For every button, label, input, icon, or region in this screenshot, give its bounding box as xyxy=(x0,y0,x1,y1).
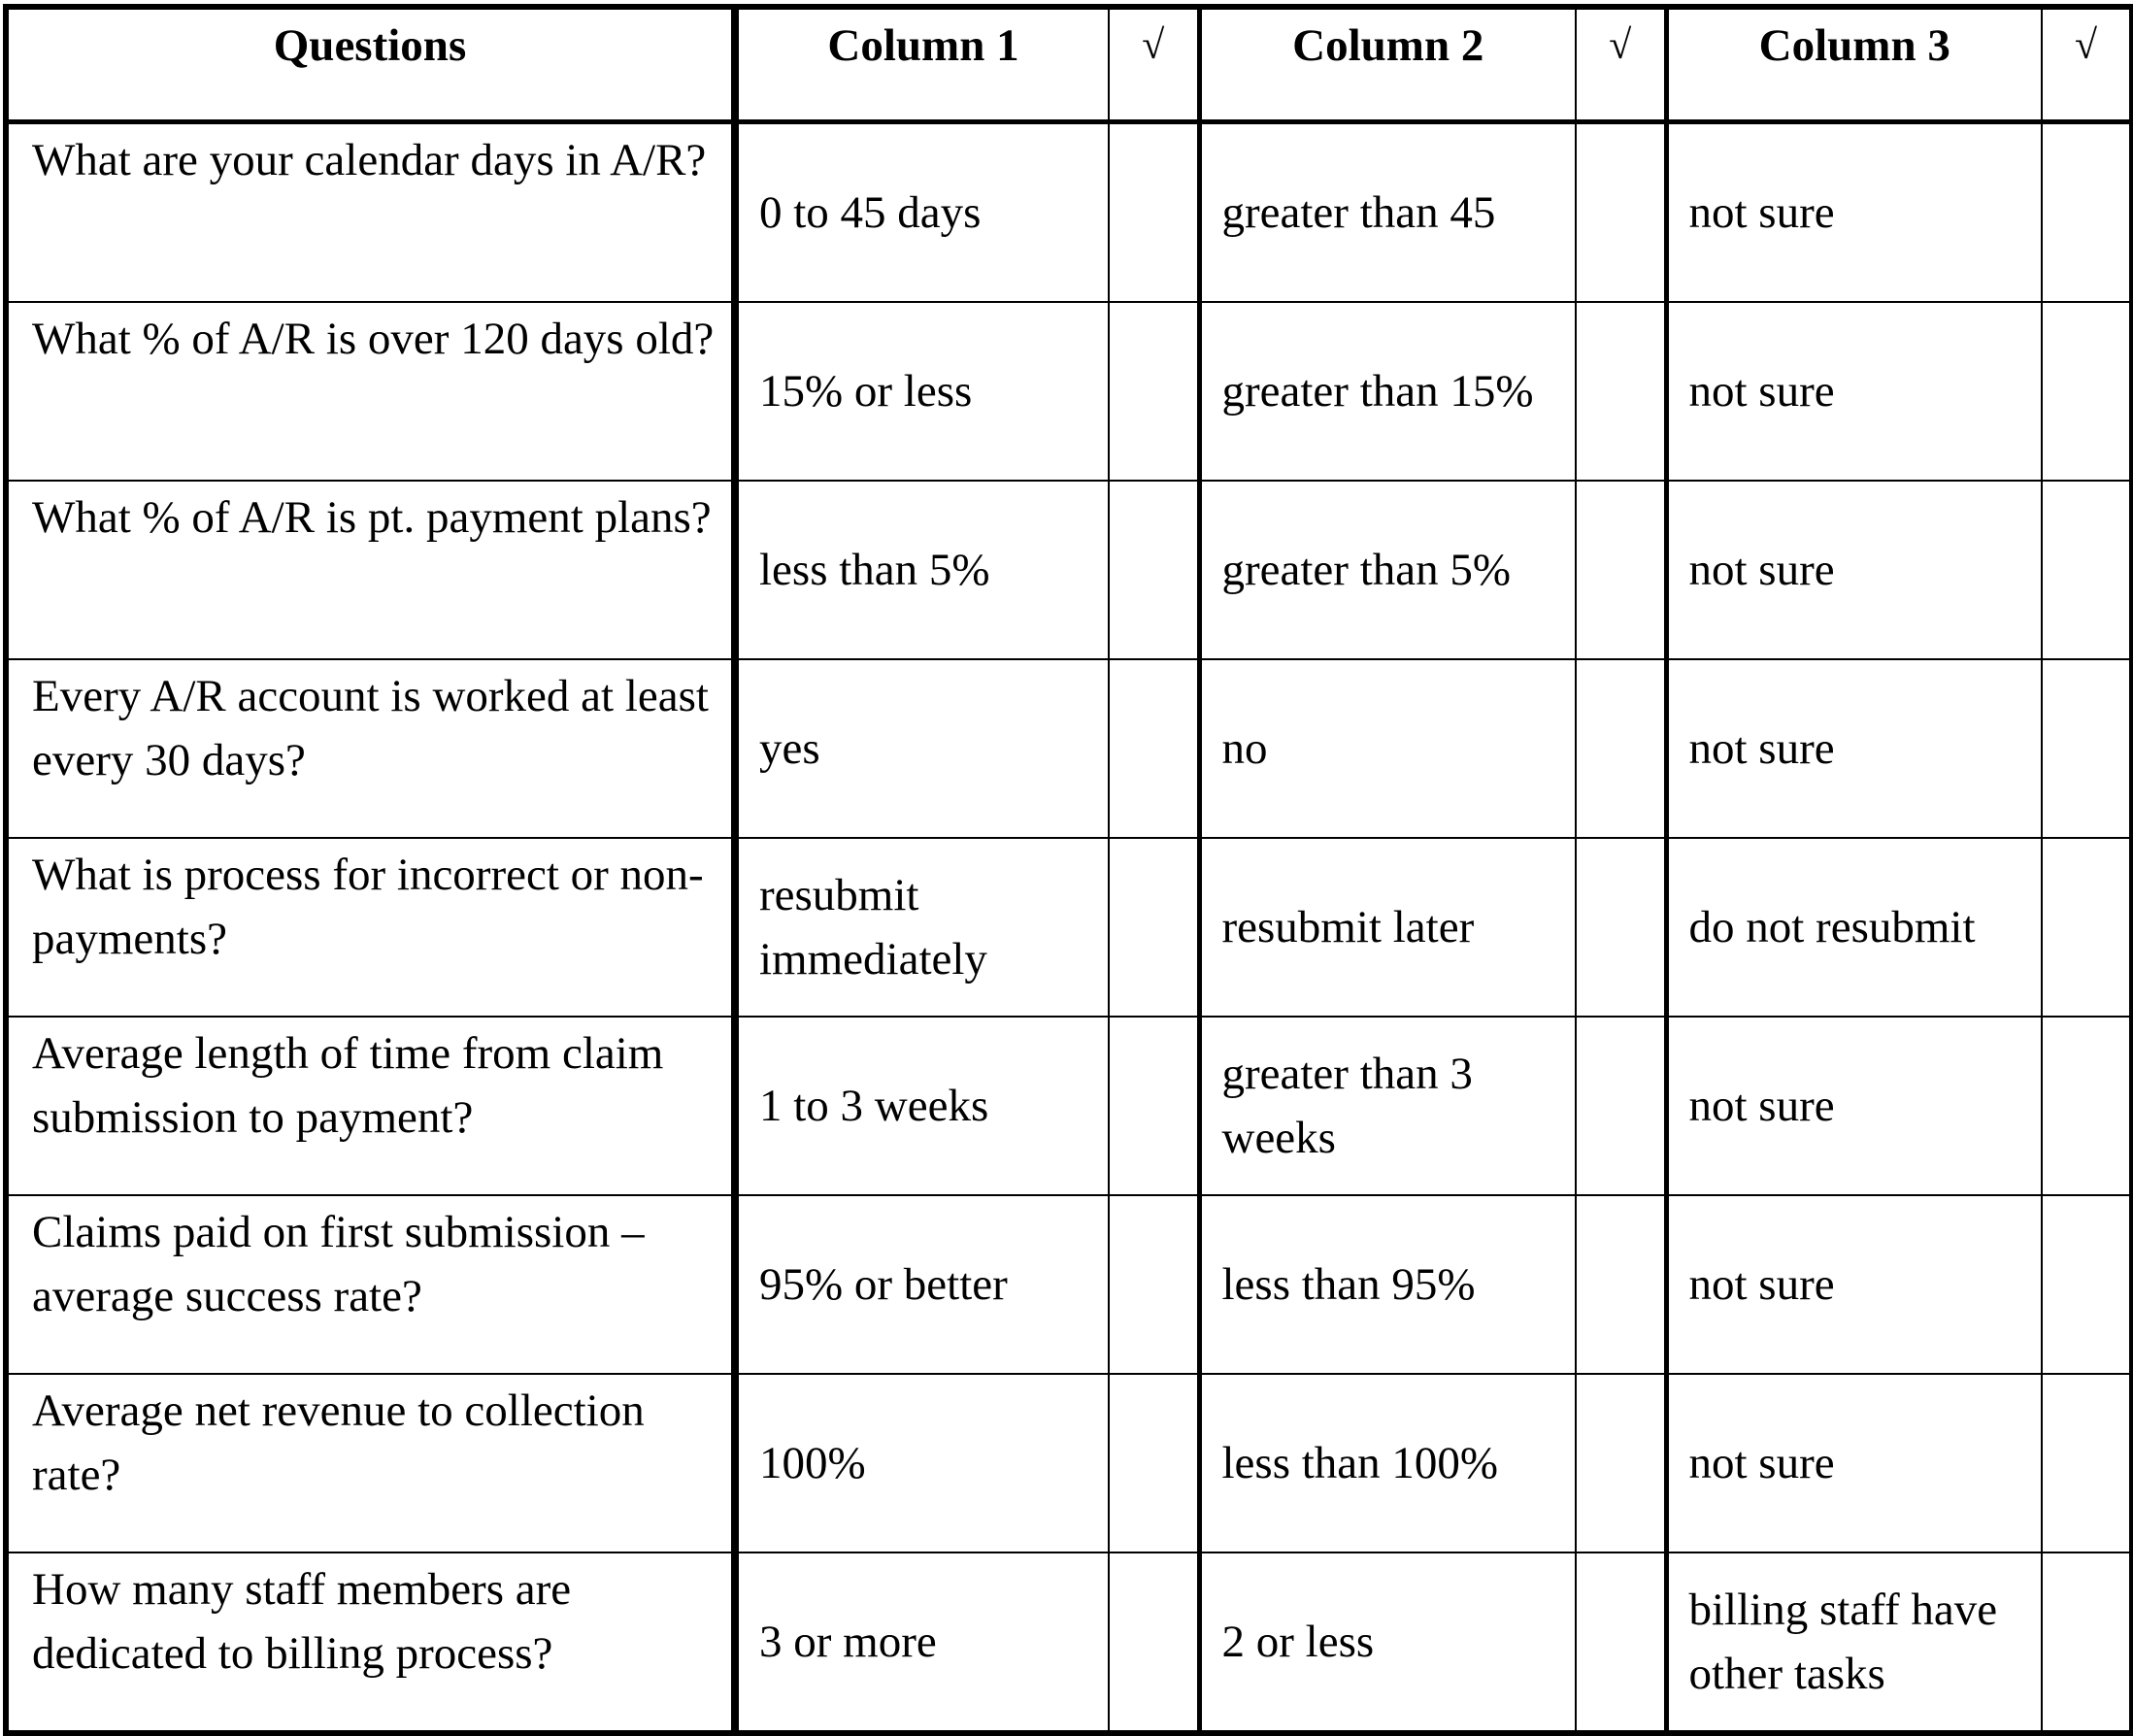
header-questions: Questions xyxy=(6,7,735,122)
question-cell: What is process for incorrect or non-payments? xyxy=(6,838,735,1017)
check-3-cell[interactable] xyxy=(2042,1195,2132,1374)
option-1-cell: 100% xyxy=(735,1374,1109,1552)
question-cell: What % of A/R is over 120 days old? xyxy=(6,302,735,481)
table-row xyxy=(6,838,2132,1017)
check-2-cell[interactable] xyxy=(1576,1017,1666,1195)
option-3-cell: not sure xyxy=(1666,1017,2042,1195)
question-cell: What % of A/R is pt. payment plans? xyxy=(6,481,735,659)
option-3-cell: do not resubmit xyxy=(1666,838,2042,1017)
option-1-cell: yes xyxy=(735,659,1109,838)
header-column-3: Column 3 xyxy=(1666,7,2042,122)
question-cell: Every A/R account is worked at least every 30 days? xyxy=(6,659,735,838)
header-check-2: √ xyxy=(1576,7,1666,122)
option-1-cell: 0 to 45 days xyxy=(735,122,1109,303)
option-3-cell: not sure xyxy=(1666,481,2042,659)
check-1-cell[interactable] xyxy=(1109,659,1199,838)
option-3-cell: not sure xyxy=(1666,1195,2042,1374)
question-cell: Claims paid on first submission – average success rate? xyxy=(6,1195,735,1374)
check-3-cell[interactable] xyxy=(2042,659,2132,838)
check-1-cell[interactable] xyxy=(1109,838,1199,1017)
billing-assessment-table xyxy=(3,4,2133,1736)
table-row xyxy=(6,1374,2132,1552)
check-3-cell[interactable] xyxy=(2042,838,2132,1017)
option-3-cell: billing staff have other tasks xyxy=(1666,1552,2042,1733)
question-cell: How many staff members are dedicated to billing process? xyxy=(6,1552,735,1733)
table-row xyxy=(6,1552,2132,1733)
check-3-cell[interactable] xyxy=(2042,122,2132,303)
header-column-2: Column 2 xyxy=(1199,7,1576,122)
check-1-cell[interactable] xyxy=(1109,122,1199,303)
check-2-cell[interactable] xyxy=(1576,122,1666,303)
check-2-cell[interactable] xyxy=(1576,659,1666,838)
option-2-cell: greater than 3 weeks xyxy=(1199,1017,1576,1195)
question-cell: Average length of time from claim submission to payment? xyxy=(6,1017,735,1195)
option-2-cell: less than 95% xyxy=(1199,1195,1576,1374)
option-3-cell: not sure xyxy=(1666,122,2042,303)
check-2-cell[interactable] xyxy=(1576,302,1666,481)
header-column-1: Column 1 xyxy=(735,7,1109,122)
header-check-1: √ xyxy=(1109,7,1199,122)
check-1-cell[interactable] xyxy=(1109,1552,1199,1733)
option-2-cell: greater than 45 xyxy=(1199,122,1576,303)
option-1-cell: 1 to 3 weeks xyxy=(735,1017,1109,1195)
option-3-cell: not sure xyxy=(1666,302,2042,481)
check-2-cell[interactable] xyxy=(1576,1374,1666,1552)
check-1-cell[interactable] xyxy=(1109,481,1199,659)
option-2-cell: greater than 5% xyxy=(1199,481,1576,659)
option-2-cell: no xyxy=(1199,659,1576,838)
option-1-cell: 15% or less xyxy=(735,302,1109,481)
check-2-cell[interactable] xyxy=(1576,1552,1666,1733)
option-2-cell: greater than 15% xyxy=(1199,302,1576,481)
header-row xyxy=(6,7,2132,122)
option-1-cell: 95% or better xyxy=(735,1195,1109,1374)
check-1-cell[interactable] xyxy=(1109,302,1199,481)
check-3-cell[interactable] xyxy=(2042,302,2132,481)
question-cell: Average net revenue to collection rate? xyxy=(6,1374,735,1552)
header-check-3: √ xyxy=(2042,7,2132,122)
check-1-cell[interactable] xyxy=(1109,1195,1199,1374)
check-1-cell[interactable] xyxy=(1109,1017,1199,1195)
table-row xyxy=(6,659,2132,838)
option-3-cell: not sure xyxy=(1666,659,2042,838)
option-1-cell: 3 or more xyxy=(735,1552,1109,1733)
question-cell: What are your calendar days in A/R? xyxy=(6,122,735,303)
check-3-cell[interactable] xyxy=(2042,1374,2132,1552)
option-1-cell: resubmit immediately xyxy=(735,838,1109,1017)
check-3-cell[interactable] xyxy=(2042,1552,2132,1733)
option-2-cell: 2 or less xyxy=(1199,1552,1576,1733)
table-row xyxy=(6,122,2132,303)
option-3-cell: not sure xyxy=(1666,1374,2042,1552)
check-3-cell[interactable] xyxy=(2042,1017,2132,1195)
check-2-cell[interactable] xyxy=(1576,1195,1666,1374)
check-3-cell[interactable] xyxy=(2042,481,2132,659)
table-row xyxy=(6,481,2132,659)
check-2-cell[interactable] xyxy=(1576,838,1666,1017)
table-row xyxy=(6,1017,2132,1195)
option-2-cell: less than 100% xyxy=(1199,1374,1576,1552)
check-2-cell[interactable] xyxy=(1576,481,1666,659)
check-1-cell[interactable] xyxy=(1109,1374,1199,1552)
table-row xyxy=(6,302,2132,481)
option-2-cell: resubmit later xyxy=(1199,838,1576,1017)
option-1-cell: less than 5% xyxy=(735,481,1109,659)
table-row xyxy=(6,1195,2132,1374)
